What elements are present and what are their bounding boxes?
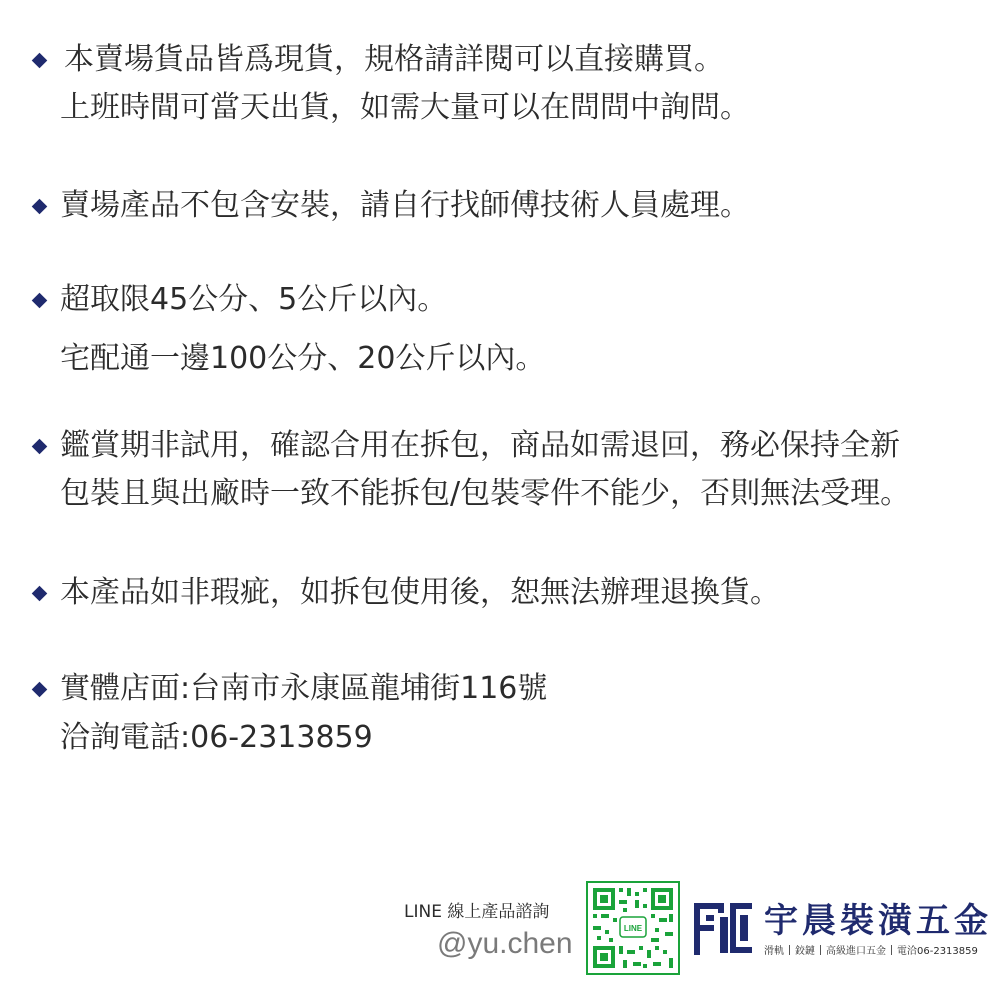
brand-sub-item: 高級進口五金 [826,946,886,957]
line-consult-label: LINE 線上產品諮詢 [404,902,550,922]
diamond-bullet-icon [32,586,48,602]
notice-line: 洽詢電話:06-2313859 [60,720,373,755]
qr-line-badge: LINE [623,924,643,933]
diamond-bullet-icon [32,53,48,69]
qr-code-graphic [588,883,678,973]
diamond-bullet-icon [32,682,48,698]
brand-subline [764,945,978,959]
notice-line: 賣場產品不包含安裝，請自行找師傅技術人員處理。 [60,188,750,223]
brand-sub-item: 鉸鏈 [795,946,815,957]
notice-line: 實體店面:台南市永康區龍埔街116號 [60,671,548,706]
diamond-bullet-icon [32,439,48,455]
notice-line: 超取限45公分、5公斤以內。 [60,282,448,317]
notice-line: 鑑賞期非試用，確認合用在拆包，商品如需退回，務必保持全新 [60,428,900,463]
notice-line: 包裝且與出廠時一致不能拆包/包裝零件不能少，否則無法受理。 [60,476,911,511]
line-id-link[interactable]: @yu.chen [437,927,573,960]
diamond-bullet-icon [32,199,48,215]
brand-sub-item: 電洽06-2313859 [897,946,978,957]
qr-code-icon[interactable] [586,881,680,975]
notice-line: 本賣場貨品皆爲現貨，規格請詳閱可以直接購買。 [64,42,724,77]
notice-line: 本產品如非瑕疵，如拆包使用後，恕無法辦理退換貨。 [60,575,780,610]
notice-line: 宅配通一邊100公分、20公斤以內。 [60,341,546,376]
brand-name: 宇晨裝潢五金 [764,901,992,941]
brand-sub-item: 滑軌 [764,946,784,957]
notice-line: 上班時間可當天出貨，如需大量可以在問問中詢問。 [60,90,750,125]
brand-logo-icon [690,895,756,961]
diamond-bullet-icon [32,293,48,309]
